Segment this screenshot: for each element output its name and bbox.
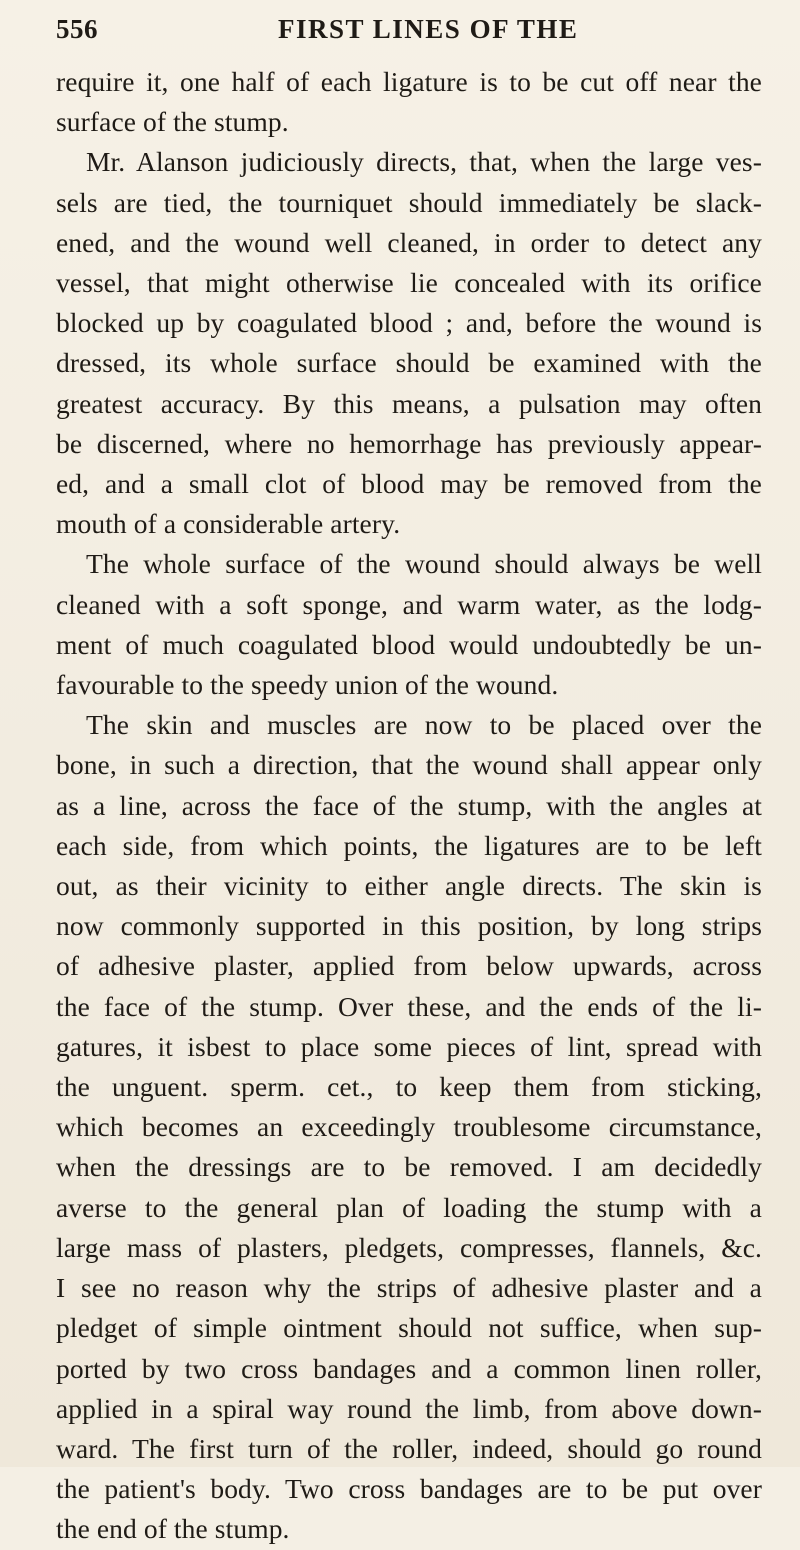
text-line: of adhesive plaster, applied from below upwards, across	[56, 950, 762, 982]
text-line: mouth of a considerable artery.	[56, 508, 401, 540]
text-line: the unguent. sperm. cet., to keep them from sticking,	[56, 1071, 762, 1103]
text-line: favourable to the speedy union of the wound.	[56, 669, 559, 701]
text-line: applied in a spiral way round the limb, from above down-	[56, 1392, 762, 1424]
text-line: when the dressings are to be removed. I am decidedly	[56, 1151, 762, 1183]
text-line: the end of the stump.	[56, 1513, 290, 1545]
text-line: which becomes an exceedingly troublesome circumstance,	[56, 1111, 762, 1143]
text-line: The skin and muscles are now to be placed over the	[86, 709, 762, 741]
text-line: ward. The first turn of the roller, indeed, should go round	[56, 1432, 762, 1464]
text-line: ment of much coagulated blood would undoubtedly be un-	[56, 628, 762, 660]
text-line: greatest accuracy. By this means, a pulsation may often	[56, 387, 762, 419]
text-line: blocked up by coagulated blood ; and, before the wound is	[56, 307, 762, 339]
text-line: large mass of plasters, pledgets, compresses, flannels, &c.	[56, 1231, 762, 1263]
text-line: averse to the general plan of loading the stump with a	[56, 1191, 762, 1223]
text-line: the face of the stump. Over these, and the ends of the li-	[56, 990, 762, 1022]
text-line: vessel, that might otherwise lie concealed with its orifice	[56, 267, 762, 299]
text-line: ened, and the wound well cleaned, in order to detect any	[56, 226, 762, 258]
text-line: Mr. Alanson judiciously directs, that, when the large ves-	[86, 146, 762, 178]
text-line: as a line, across the face of the stump, with the angles at	[56, 789, 762, 821]
text-line: sels are tied, the tourniquet should immediately be slack-	[56, 186, 762, 218]
text-line: I see no reason why the strips of adhesive plaster and a	[56, 1272, 762, 1304]
page-number: 556	[56, 14, 98, 44]
text-line: bone, in such a direction, that the wound shall appear only	[56, 749, 762, 781]
text-line: out, as their vicinity to either angle directs. The skin is	[56, 870, 762, 902]
text-line: pledget of simple ointment should not suffice, when sup-	[56, 1312, 762, 1344]
text-line: be discerned, where no hemorrhage has previously appear-	[56, 427, 762, 459]
text-line: The whole surface of the wound should always be well	[86, 548, 762, 580]
running-title: FIRST LINES OF THE	[278, 14, 579, 44]
text-line: cleaned with a soft sponge, and warm water, as the lodg-	[56, 588, 762, 620]
body-text	[56, 62, 762, 1550]
text-line: dressed, its whole surface should be examined with the	[56, 347, 762, 379]
text-line: ported by two cross bandages and a common linen roller,	[56, 1352, 762, 1384]
text-line: ed, and a small clot of blood may be removed from the	[56, 468, 762, 500]
text-line: each side, from which points, the ligatures are to be left	[56, 829, 762, 861]
text-line: now commonly supported in this position, by long strips	[56, 910, 762, 942]
text-line: the patient's body. Two cross bandages are to be put over	[56, 1473, 762, 1505]
page-header	[56, 14, 756, 58]
text-line: require it, one half of each ligature is to be cut off near the	[56, 66, 762, 97]
text-line: gatures, it isbest to place some pieces of lint, spread with	[56, 1030, 762, 1062]
text-line: surface of the stump.	[56, 106, 289, 138]
